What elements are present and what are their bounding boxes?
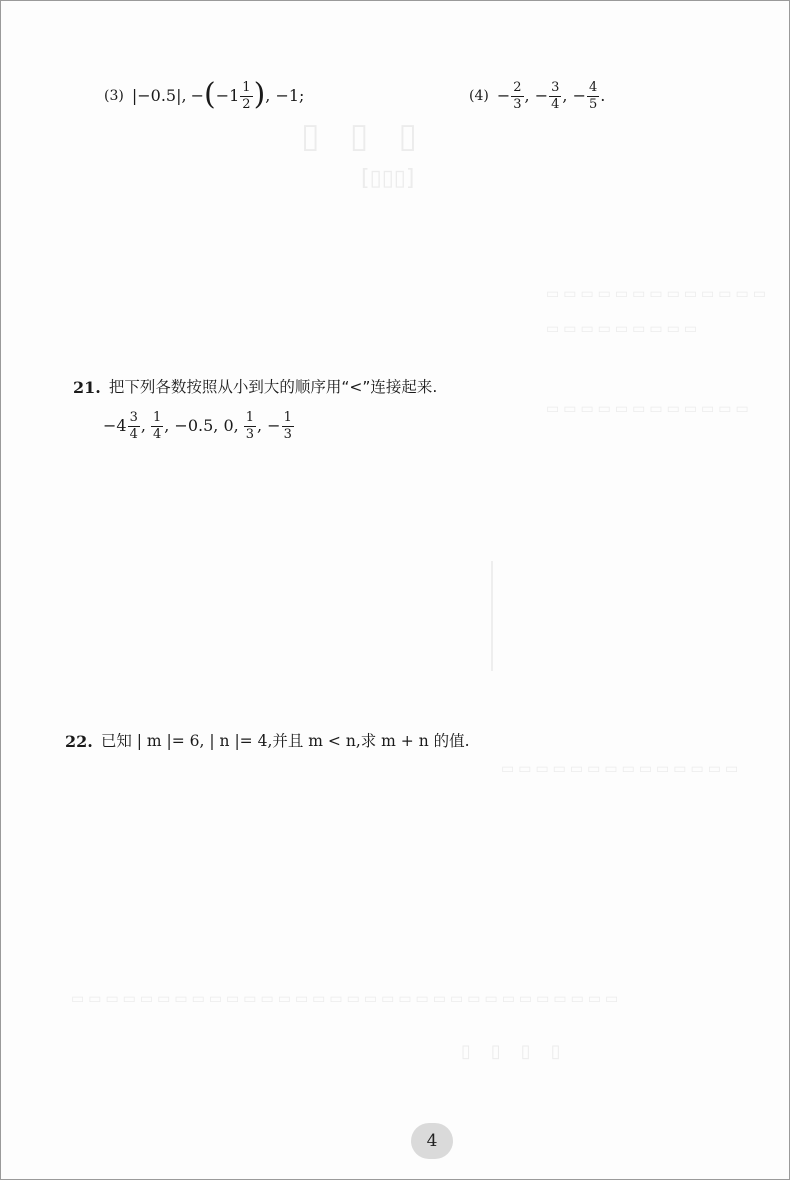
item-4-fraction-1 [511, 81, 523, 111]
item-4-label: (4) [469, 88, 489, 105]
number-1-fraction [128, 411, 140, 441]
fraction-denominator: 5 [588, 96, 598, 112]
question-21-numbers [103, 411, 295, 441]
middle-numbers: , −0.5, 0, [164, 416, 239, 436]
fraction-numerator: 1 [152, 410, 162, 425]
bleed-through-mark: ▯▯▯ [301, 116, 448, 156]
item-3-minus: − [190, 86, 204, 106]
question-22-prompt: 已知 | m |= 6, | n |= 4,并且 m < n,求 m + n 的值. [100, 732, 470, 751]
fraction-denominator: 4 [551, 96, 560, 112]
left-paren: ( [203, 77, 216, 113]
item-3-tail: , −1; [265, 86, 305, 106]
fraction-numerator: 1 [245, 410, 254, 425]
question-21-prompt: 把下列各数按照从小到大的顺序用“<”连接起来. [108, 378, 438, 397]
page-number-badge [411, 1123, 453, 1159]
bleed-through-mark: ▭▭▭▭▭▭▭▭▭▭▭▭▭▭▭▭▭▭▭▭▭▭▭▭▭▭▭▭▭▭▭▭ [71, 991, 623, 1007]
number-5-fraction [244, 411, 256, 441]
page-number: 4 [426, 1131, 438, 1151]
question-22-line [65, 734, 470, 750]
fraction-numerator: 3 [551, 80, 560, 95]
item-4-separator: , − [562, 86, 586, 106]
bleed-through-mark: ▭▭▭▭▭▭▭▭▭▭▭▭▭▭ [501, 761, 743, 777]
question-21-prompt-line [73, 380, 437, 396]
item-3 [104, 77, 305, 113]
item-3-whole: −1 [215, 86, 240, 106]
bleed-through-mark: ▭▭▭▭▭▭▭▭▭▭▭▭ [546, 401, 753, 417]
bleed-through-mark [491, 561, 493, 671]
number-6-fraction [282, 411, 294, 441]
item-3-abs-value: |−0.5|, [131, 86, 187, 106]
item-4-separator: , − [524, 86, 549, 106]
bleed-through-mark: ▭▭▭▭▭▭▭▭▭ [546, 321, 702, 337]
fraction-numerator: 4 [588, 80, 598, 95]
separator: , − [257, 416, 281, 436]
number-1-whole: −4 [103, 416, 127, 436]
item-3-fraction [240, 81, 252, 111]
bleed-through-mark: [▯▯▯] [361, 166, 415, 191]
fraction-numerator: 1 [283, 410, 292, 425]
item-4-fraction-3 [587, 81, 599, 111]
question-21-number: 21. [73, 378, 101, 397]
bleed-through-mark: ▯▯▯▯ [461, 1041, 581, 1062]
item-4 [469, 81, 605, 111]
separator: , [140, 416, 146, 436]
item-4-minus: − [496, 86, 511, 106]
fraction-denominator: 3 [245, 426, 254, 442]
fraction-denominator: 4 [129, 426, 138, 442]
item-3-label: (3) [104, 88, 124, 105]
number-2-fraction [151, 411, 163, 441]
question-22-number: 22. [65, 732, 93, 751]
fraction-numerator: 1 [242, 80, 251, 95]
fraction-denominator: 3 [513, 96, 522, 112]
item-4-tail: . [600, 86, 606, 106]
bleed-through-mark: ▭▭▭▭▭▭▭▭▭▭▭▭▭ [546, 286, 770, 302]
fraction-numerator: 3 [129, 410, 138, 425]
fraction-denominator: 2 [242, 96, 251, 112]
item-4-fraction-2 [549, 81, 561, 111]
fraction-numerator: 2 [513, 80, 522, 95]
fraction-denominator: 3 [283, 426, 292, 442]
right-paren: ) [253, 77, 266, 113]
fraction-denominator: 4 [152, 426, 162, 442]
